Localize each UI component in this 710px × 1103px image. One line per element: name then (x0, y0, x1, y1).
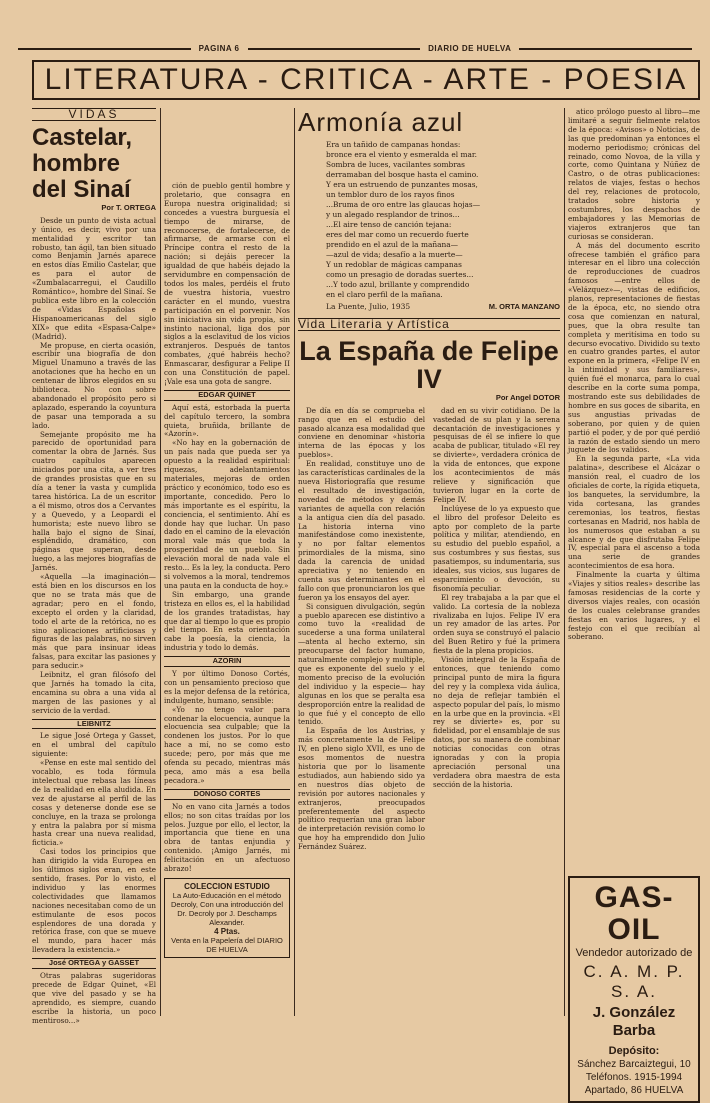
paragraph: En la segunda parte, «La vida palatina», describese el Alcázar o mansión real, el cuadro de los oficiales de corte, la rígida etiqueta, los banquetes, la servidumbre, la vida cortesana, las grandes ceremonias, los teatros, fiestas cortesanas en Madrid, nos habla de los numerosos que estaban a su alcance y de que disfrutaba Felipe IV, especial para el ascenso a toda una serie de grandes acontecimientos de esa hora. (568, 454, 700, 571)
paragraph: Desde un punto de vista actual y único, es decir, vivo por una mentalidad y escritor tan robusto, tan ágil, tan bien situado como Benjamín Jarnés aparece en estos días Emilio Castelar, que es para el autor de «Zumbalacarregui, el Caudillo Romántico», hombre del Sinaí. Se publica este libro en la colección de «Vidas Españolas e Hispanoamericanas del siglo XIX» que edita «Espasa-Calpe» (Madrid). (32, 215, 156, 341)
paragraph: No en vano cita Jarnés a todos ellos; no son citas traídas por los pelos. Juzgue por ello, el lector, la importancia que tiene en una obra de tantas enjundia y contenido. ¡Amigo Jarnés, mi felicitación en un afectuoso abrazo! (164, 801, 290, 874)
poem-line: y un alegado resplandor de trinos... (326, 210, 460, 219)
poem-line: bronce era el viento y esmeralda el mar. (326, 150, 477, 159)
ad-name: J. González Barba (592, 1004, 676, 1039)
page-number: PAGINA 6 (198, 44, 240, 53)
paragraph: A más del documento escrito ofrecese también el gráfico para interesar en el libro una colección de reproducciones de cuadros famosos —entre ellos de «Velázquez»—, vistas de edificios, planos, representaciones de fiestas de la época, etc, no siendo otra cosa que comienzan en natural, pues, que la obra resulte tan completa y meritísima en todo su decurso evocativo. Dividido su texto en cuatro grandes partes, el autor expone en la primera, «Felipe IV en la intimidad y sus familiares», quién fué el monarca, para lo cual describe en la corte suma pompa, mostrando este sus debilidades de hombre en sus goces de sibarita, en sus angustias privadas de soberano, por quien y de quien partió el poder, y de por qué perdió la razón de estado siendo un mero juguete de los validos. (568, 240, 700, 455)
poem-signature (298, 303, 560, 312)
paragraph: Otras palabras sugeridoras precede de Edgar Quinet, «El que vive del pasado y se ha aprendido, es siempre, cuando escribe la historia, un poco mentiroso...» (32, 971, 156, 1025)
paragraph: Casi todos los principios que han dirigido la vida Europea en los últimos siglos eran, en este sentido, frases. Por lo visto, el individuo y las enormes colectividades que llamamos naciones necesitaban como de un estimulante de esos pocos esplendores de una dorada y retórica frase, con que se mueve el mundo, para hacer más llevadera la existencia.» (32, 847, 156, 955)
ad-brand: GAS-OIL (594, 881, 674, 946)
paragraph: En realidad, constituye uno de las características cardinales de la nueva Historiografía que resume el resultado de investigación, novedad de métodos y demás variantes de aquella con relación a la antigua cien día del pasado. La historia interna vino manifestándose como inexistente, y no por faltar elementos primordiales de la misma, sino dada la carencia de unidad apreciativa y no teniendo en cuenta sus determinantes en el fallo con que pronunciaron los que fueron ya los ensayos del ayer. (298, 459, 425, 602)
paragraph: Inclúyese de lo ya expuesto que el libro del profesor Deleito es apto por completo de la parte política y militar, atendiendo, en su estudio del pueblo español, a sus costumbres y sus fiestas, sus pasatiempos, su indumentaria, sus ideales, sus vicios, sus lugares de esparcimiento o devoción, su fisonomía peculiar. (433, 503, 560, 593)
header-rule (519, 48, 692, 50)
poem-line: en el claro perfil de la mañana. (326, 290, 443, 299)
ad-phones: Teléfonos. 1915-1994 (585, 1072, 683, 1083)
poem-line: eres del mar como un recuerdo fuerte (326, 230, 469, 239)
quote-attribution: DONOSO CORTES (164, 789, 290, 800)
book-advertisement (164, 878, 290, 958)
paragraph: Si consiguen divulgación, según a pueblo aparecen ese distintivo a como tuvo la «realidad de sucederse a una forma unilateral—atenta al hecho externo, sin preocuparse del factor humano, naturalmente complejo y multiple, que es exponente del suelo y el momento preciso de la evolución del individuo y la especie— hay algunas en los que se peralta esa desproporción entre la realidad de lo que fué y el concepto de ello tenido. (298, 601, 425, 727)
paragraph: Y por último Donoso Cortés, con un pensamiento precioso que es la mejor defensa de la retórica, indulgente, humano, sensible: (164, 669, 290, 705)
paragraph: De día en día se comprueba el rango que en el estudio del pasado alcanza esa modalidad que conviene en denominar «historia interna de las épocas y los pueblos». (298, 405, 425, 460)
ad-price: 4 Ptas. (214, 926, 240, 936)
quote-attribution: José ORTEGA y GASSET (32, 958, 156, 969)
paragraph: Finalmente la cuarta y última «Viajes y sitios reales» describe las famosas residencias de la corte y diversos viajes reales, con ocasión de los cuales celebranse grandes fiestas en varios lugares, y el festejo con el que recibían al soberano. (568, 570, 700, 642)
paper-name: DIARIO DE HUELVA (428, 44, 512, 53)
poem-line: Y un redoblar de mágicas campanas (326, 260, 462, 269)
paragraph: El rey trabajaba a la par que el valido. La cortesía de la nobleza rivalizaba en lujos. Felipe IV era un rey amador de las artes. Por orden suya se construyó el palacio del Buen Retiro y fué la primera fiesta de la plena propicios. (433, 592, 560, 656)
column-castelar (32, 107, 156, 1025)
article-column (298, 407, 425, 852)
poem-line: un temblor duro de los rayos finos (326, 190, 455, 199)
column-divider (160, 108, 161, 1016)
paragraph: Aquí está, estorbada la puerta del capítulo tercero, la sombra quieta, bruñida, brillante de «Azorín». (164, 402, 290, 439)
column-castelar-continued (164, 182, 290, 1016)
poem-author: M. ORTA MANZANO (488, 302, 560, 311)
gasoil-advertisement (568, 876, 700, 1103)
quote-attribution: LEIBNITZ (32, 719, 156, 730)
paragraph: ción de pueblo gentil hombre y proletario, que consagra en Europa nuestra originalidad; si concedes a vuestra burguesía el tiempo de mirarse, de reconocerse, de fortalecerse, de afirmarse, de armarse con el Príncipe contra el resto de la nación; si dejáis perecer la igualdad de que habéis dejado la servidumbre en compensación de todos los males, perdéis el fruto de vuestra historia, vuestro carácter en el mundo, vuestra participación en el porvenir. Nos sin iniciativa sin vida propia, sin instinto nacional, liga dos por siglos a la esclavitud de los vicios extranjeros. Después de tantos combates, ¿qué habréis hecho? Enmascarar, desfigurar a Felipe II con una Constitución de papel. ¡Vale esa una gota de sangre. (164, 181, 290, 386)
article-title: Castelar, hombre del Sinaí (32, 123, 133, 203)
paragraph: Sin embargo, una grande tristeza en ellos es, el la habilidad de los grandes tratadistas, hay que dar al tiempo lo que es propio del tiempo. En esta orientación cabe la poesía, la ciencia, la industria y todo lo demás. (164, 589, 290, 653)
section-label: VIDAS (32, 108, 156, 121)
section-label: Vida Literaria y Artística (298, 318, 560, 331)
column-divider (294, 108, 295, 1016)
paragraph: «No hay en la gobernación de un país nada que pueda ser ya opuesto a la realidad espiritual: riquezas, adelantamientos materiales, mejoras de orden práctico y económico, todo eso es importante, concedido. Pero lo más importante es el espíritu, la conciencia, el sentimiento. Ahí es donde hay que luchar. Un paso dado en el camino de la elevación moral vale más que toda la prosperidad de un pueblo. Sin elevación moral de nada vale el resto... Es la ley, la conducta. Pero si volvemos a la moral, tendremos una pauta en la conducta de hoy.» (164, 438, 290, 590)
paragraph: «Aquella —la imaginación— está bien en los discursos en los que no se trata más que de agradar; pero en el fondo, excepto el orden y la claridad, todo el arte de la retórica, no es sino aplicaciones artificiosas y figuras de las palabras, no sirven más que para insinuar ideas falsas, para excitar las pasiones y para seducir.» (32, 572, 156, 671)
header-rule (18, 48, 191, 50)
article-byline: Por Angel DOTOR (495, 392, 560, 402)
poem-line: ...Bruma de oro entre las glaucas hojas— (326, 200, 481, 209)
ad-sale: Venta en la Papelería del DIARIO DE HUELVA (171, 935, 283, 954)
poem-line: derramaban del bosque hasta el camino. (326, 170, 479, 179)
ad-line: Vendedor autorizado de (575, 947, 693, 959)
header-rule (248, 48, 421, 50)
poem-line: Era un tañido de campanas hondas: (326, 140, 461, 149)
poem-line: prendido en el azul de la mañana— (326, 240, 459, 249)
paragraph: Leibnitz, el gran filósofo del que Jarnés ha tomado la cita, encamina su obra a una vida al margen de las pasiones y al servicio de la verdad. (32, 670, 156, 715)
page-header (10, 44, 700, 53)
poem-line: ...Y todo azul, brillante y comprendido (326, 280, 470, 289)
ad-depot-label: Depósito: (608, 1045, 660, 1057)
poem-place: La Puente, Julio, 1935 (326, 302, 411, 311)
paragraph: La España de los Austrias, y más concretamente la de Felipe IV, en pleno siglo XVII, es uno de esos momentos de nuestra historia que por lo lisamente estudiados, aun habiendo sido ya en nuestros días objeto de revisión por autores nacionales y extranjeros, preocupados preferentemente del aspecto político requerían una gran labor de interpretación revisión como lo que hoy ha emprendido don Julio Fernández Suárez. (298, 726, 425, 852)
poem-line: como un presagio de doradas suertes... (326, 270, 474, 279)
article-column (433, 407, 560, 852)
ad-title: COLECCION ESTUDIO (184, 881, 270, 891)
section-banner: LITERATURA - CRITICA - ARTE - POESIA (32, 60, 700, 100)
ad-address: Sánchez Barcaiztegui, 10 (577, 1059, 691, 1070)
poem-line: ...El aire tenso de canción tejana: (326, 220, 452, 229)
quote-attribution: EDGAR QUINET (164, 390, 290, 401)
paragraph: Visión integral de la España de entonces, que teniendo como principal punto de mira la figura del rey y la complexa vida áulica, no deja de reflejar también el aspecto popular del país, lo mismo en la urbe que en la provincia. «El rey se divierte» es, por su fidelidad, por el ensamblaje de sus datos, por su manera de combinar noticias conocidas con otras ignoradas y con la propia apreciación personal una verdadera obra maestra de esta sección de la historia. (433, 655, 560, 789)
article-byline: Por T. ORTEGA (101, 202, 156, 212)
ad-body: La Auto-Educación en el método Decroly, Con una introducción del Dr. Decroly por J. Deschamps Alexander. (170, 890, 283, 927)
paragraph: «Pense en este mal sentido del vocablo, es toda fórmula intelectual que rebasa las líneas de la realidad en ella aludida. En vez de ajustarse al perfil de las cosas y detenerse donde ese se concluye, en la traza se prolonga y entra la palabra por sí misma hasta crear una nueva realidad, ficticia.» (32, 758, 156, 848)
poem (298, 140, 560, 300)
ad-box: Apartado, 86 HUELVA (584, 1085, 684, 1096)
column-text (568, 108, 700, 868)
quote-attribution: AZORIN (164, 656, 290, 667)
poem-line: Y era un estruendo de punzantes mosas, (326, 180, 478, 189)
paragraph: Me propuse, en cierta ocasión, escribir una biografía de don Miguel Unamuno a través de las anotaciones que ha hecho en un centenar de libros elegidos en su biblioteca. No con sobre abandonado el propósito pero si aplazado, esperando la coyuntura de pasar una temporada a su lado. (32, 340, 156, 430)
column-divider (564, 108, 565, 1016)
column-middle (298, 108, 560, 1016)
paragraph: Semejante propósito me ha parecido de oportunidad para comentar la obra de Jarnés. Sus cuatro capítulos aparecen iniciados por una cita, a ver tres de grandes prosistas que en su día a tener la vasta y cumplida tarea histórica. La de un escritor a él mismo, otros dos a Cervantes y a Quevedo, y a Leopardi el humorista; este nuevo libro se halla bajo el signo de Sinaí, espléndido, dramático, con páginas que superan, desde luego, a las mejores biografías de Jarnés. (32, 429, 156, 573)
paragraph: Le sigue José Ortega y Gasset, en el umbral del capítulo siguiente: (32, 731, 156, 759)
article-body (298, 407, 560, 852)
poem-title: Armonía azul (298, 107, 464, 137)
column-felipe-continued (568, 107, 700, 1096)
poem-line: —azul de vida; desafío a la muerte— (326, 250, 463, 259)
poem-line: Sombra de luces, vacilantes sombras (326, 160, 465, 169)
paragraph: dad en su vivir cotidiano. De la vastedad de su plan y la serena decantación de investigaciones y pesquisas de él se infiere lo que acaba de publicar, titulado «El rey se divierte», verdadera crónica de la vida de entonces, que expone los acontecimientos de más relieve y significación que tuvieron lugar en la corte de Felipe IV. (433, 405, 560, 504)
paragraph: «Yo no tengo valor para condenar la elocuencia, aunque la elocuencia sea culpable; que la condenen los justos. Por lo que hace a mí, no se como esto sucede; pero, por más que me ofenda su pecado, mientras más peca, amo más a esa bella pecadora.» (164, 704, 290, 785)
article-title: La España de Felipe IV (299, 335, 559, 394)
paragraph: atico prólogo puesto al libro—me limitaré a seguir fielmente relatos de la época: «Avisos» o Noticias, de las que predominan ya entonces el moderno periodismo; crónicas del reinado, como Novoa, de la villa y corte, como Quintana y Núñez de Castro, o de otras publicaciones: relatos de viajes, festas o hechos del rey, relaciones de protocolo, tratados sobre historia y costumbres, los despachos de embajadores y las Memorias de viajeros extranjeros que tan curiosas se consideran. (568, 107, 700, 241)
ad-company: C. A. M. P. S. A. (583, 962, 685, 1001)
